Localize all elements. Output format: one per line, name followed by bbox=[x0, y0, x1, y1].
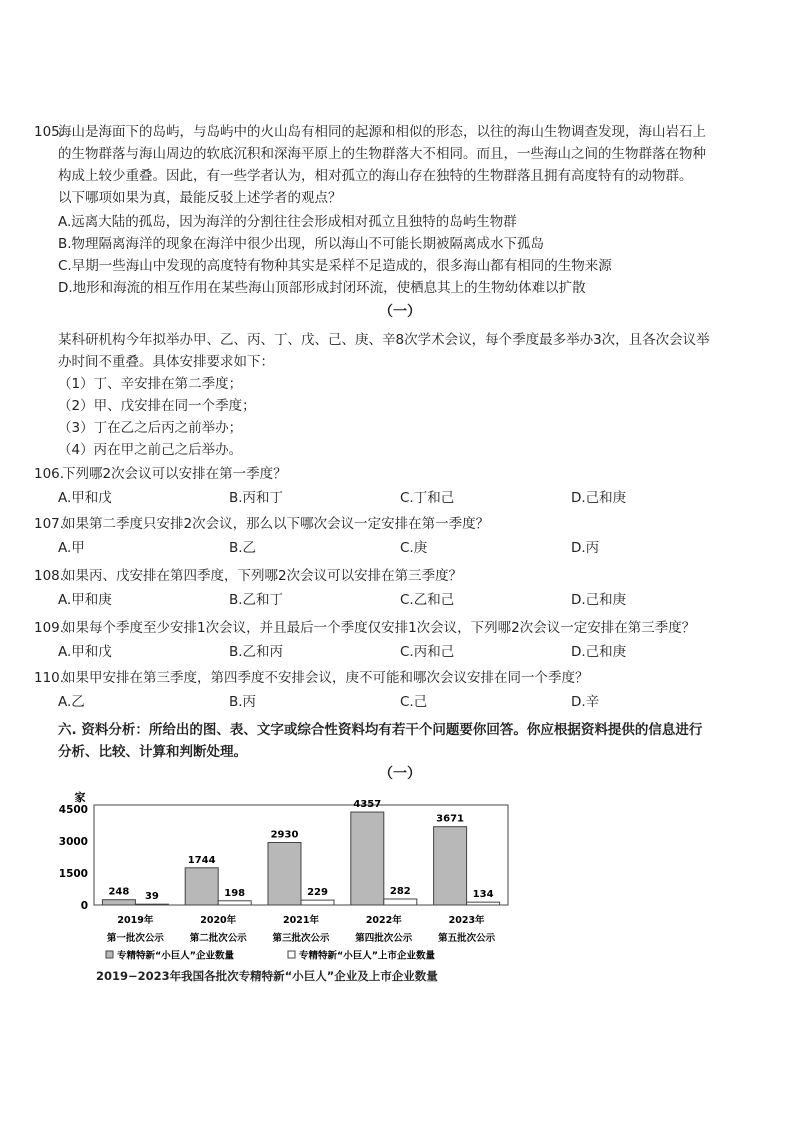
q109-options bbox=[58, 642, 758, 662]
q105-option-c: C.早期一些海山中发现的高度特有物种其实是采样不足造成的，很多海山都有相同的生物来源 bbox=[58, 258, 612, 274]
q110-number: 110. bbox=[34, 670, 65, 686]
q108-option-d: D.己和庚 bbox=[571, 592, 627, 608]
q105-line-4: 以下哪项如果为真，最能反驳上述学者的观点？ bbox=[58, 190, 342, 206]
q107-option-b: B.乙 bbox=[229, 540, 257, 556]
chart-legend bbox=[106, 950, 435, 962]
bar-value-label: 2930 bbox=[270, 829, 299, 841]
bar-value-label: 248 bbox=[108, 886, 130, 898]
passage-line-1: 某科研机构今年拟举办甲、乙、丙、丁、戊、己、庚、辛8次学术会议，每个季度最多举办3次，且各次会议举 bbox=[58, 332, 710, 348]
x-tick-label: 2022年 bbox=[365, 915, 402, 926]
x-sub-label: 第四批次公示 bbox=[355, 933, 413, 944]
bar bbox=[384, 899, 417, 905]
x-sub-label: 第三批次公示 bbox=[272, 933, 330, 944]
bar-value-label: 4357 bbox=[353, 799, 382, 811]
bar-value-label: 39 bbox=[144, 891, 159, 903]
chart-title: 2019−2023年我国各批次专精特新“小巨人”企业及上市企业数量 bbox=[96, 969, 438, 983]
legend-label: 专精特新“小巨人”企业数量 bbox=[117, 950, 234, 962]
legend-swatch bbox=[106, 951, 113, 958]
passage-rule-2: （2）甲、戊安排在同一个季度； bbox=[58, 398, 256, 414]
x-sub-label: 第一批次公示 bbox=[106, 933, 164, 944]
passage-rule-4: （4）丙在甲之前己之后举办。 bbox=[58, 442, 243, 458]
bar bbox=[434, 827, 467, 905]
q109-option-c: C.丙和己 bbox=[400, 644, 455, 660]
q108-options bbox=[58, 590, 758, 610]
bar bbox=[102, 900, 135, 905]
q109-option-a: A.甲和戊 bbox=[58, 644, 112, 660]
q110-option-c: C.己 bbox=[400, 694, 428, 710]
q105-line-3: 构成上较少重叠。因此，有一些学者认为，相对孤立的海山存在独特的生物群落且拥有高度特有的动物群。 bbox=[58, 168, 693, 184]
q108-option-b: B.乙和丁 bbox=[229, 592, 284, 608]
q107-option-d: D.丙 bbox=[571, 540, 600, 556]
q105-option-a: A.远离大陆的孤岛，因为海洋的分割往往会形成相对孤立且独特的岛屿生物群 bbox=[58, 214, 517, 230]
bar bbox=[301, 900, 334, 905]
q110-option-d: D.辛 bbox=[571, 694, 600, 710]
section-heading-2: （一） bbox=[379, 766, 421, 782]
bar-value-label: 282 bbox=[389, 885, 411, 897]
q105-line-1: 海山是海面下的岛屿，与岛屿中的火山岛有相同的起源和相似的形态，以往的海山生物调查发现，海山岩石上 bbox=[58, 124, 706, 140]
q110-options bbox=[58, 692, 758, 712]
bar bbox=[218, 901, 251, 905]
section-heading-1: （一） bbox=[379, 304, 421, 320]
q109-option-b: B.乙和丙 bbox=[229, 644, 284, 660]
bar-value-label: 3671 bbox=[436, 813, 465, 825]
q106-number: 106. bbox=[34, 466, 65, 482]
x-tick-label: 2021年 bbox=[283, 915, 319, 926]
bar-value-label: 134 bbox=[472, 889, 494, 901]
bar-value-label: 198 bbox=[224, 887, 246, 899]
q107-option-a: A.甲 bbox=[58, 540, 85, 556]
bar bbox=[351, 812, 384, 905]
section6-intro-line-1: 六. 资料分析：所给出的图、表、文字或综合性资料均有若干个问题要你回答。你应根据资料提供的信息进行 bbox=[58, 722, 703, 738]
q106-option-a: A.甲和戊 bbox=[58, 490, 112, 506]
y-tick-label: 0 bbox=[80, 900, 88, 912]
x-tick-label: 2019年 bbox=[117, 915, 154, 926]
q105-option-d: D.地形和海流的相互作用在某些海山顶部形成封闭环流，使栖息其上的生物幼体难以扩散 bbox=[58, 280, 586, 296]
bar-value-label: 229 bbox=[307, 887, 328, 899]
passage-rule-3: （3）丁在乙之后丙之前举办； bbox=[58, 420, 243, 436]
y-axis-unit-label: 家 bbox=[74, 791, 86, 804]
bar bbox=[467, 902, 500, 905]
x-sub-label: 第五批次公示 bbox=[438, 933, 496, 944]
passage-line-2: 办时间不重叠。具体安排要求如下： bbox=[58, 354, 274, 370]
q110-option-b: B.丙 bbox=[229, 694, 257, 710]
q107-text: 如果第二季度只安排2次会议，那么以下哪次会议一定安排在第一季度？ bbox=[62, 516, 490, 532]
q108-number: 108. bbox=[34, 568, 65, 584]
y-tick-label: 1500 bbox=[58, 868, 88, 880]
q106-text: 下列哪2次会议可以安排在第一季度？ bbox=[62, 466, 287, 482]
legend-label: 专精特新“小巨人”上市企业数量 bbox=[299, 950, 435, 962]
q106-option-d: D.己和庚 bbox=[571, 490, 627, 506]
q109-option-d: D.己和庚 bbox=[571, 644, 627, 660]
q106-options bbox=[58, 488, 758, 508]
q108-option-c: C.乙和己 bbox=[400, 592, 455, 608]
bar-value-label: 1744 bbox=[187, 854, 216, 866]
bar-chart-svg bbox=[56, 785, 526, 975]
q105-number: 105. bbox=[34, 124, 65, 140]
x-sub-label: 第二批次公示 bbox=[189, 933, 247, 944]
q107-options bbox=[58, 538, 758, 558]
y-tick-label: 3000 bbox=[58, 836, 88, 848]
bar-chart bbox=[56, 785, 526, 975]
bar bbox=[268, 842, 301, 905]
legend-swatch bbox=[288, 951, 295, 958]
y-tick-label: 4500 bbox=[58, 804, 88, 816]
q110-option-a: A.乙 bbox=[58, 694, 85, 710]
passage-rule-1: （1）丁、辛安排在第二季度； bbox=[58, 376, 243, 392]
q105-line-2: 的生物群落与海山周边的软底沉积和深海平原上的生物群落大不相同。而且，一些海山之间的生物群落在物种 bbox=[58, 146, 706, 162]
q108-text: 如果丙、戊安排在第四季度，下列哪2次会议可以安排在第三季度？ bbox=[62, 568, 463, 584]
y-tick-labels bbox=[59, 804, 88, 912]
q109-text: 如果每个季度至少安排1次会议，并且最后一个季度仅安排1次会议，下列哪2次会议一定安排在第三季度？ bbox=[62, 620, 696, 636]
q107-number: 107. bbox=[34, 516, 65, 532]
chart-bars bbox=[102, 812, 499, 905]
q110-text: 如果甲安排在第三季度，第四季度不安排会议，庚不可能和哪次会议安排在同一个季度？ bbox=[62, 670, 589, 686]
section6-intro-line-2: 分析、比较、计算和判断处理。 bbox=[58, 744, 247, 760]
x-tick-label: 2020年 bbox=[200, 915, 237, 926]
q107-option-c: C.庚 bbox=[400, 540, 428, 556]
bar bbox=[135, 904, 168, 905]
q106-option-b: B.丙和丁 bbox=[229, 490, 284, 506]
x-tick-label: 2023年 bbox=[448, 915, 485, 926]
q106-option-c: C.丁和己 bbox=[400, 490, 455, 506]
q109-number: 109. bbox=[34, 620, 65, 636]
x-tick-labels bbox=[107, 914, 496, 944]
q105-option-b: B.物理隔离海洋的现象在海洋中很少出现，所以海山不可能长期被隔离成水下孤岛 bbox=[58, 236, 545, 252]
bar bbox=[185, 868, 218, 905]
q108-option-a: A.甲和庚 bbox=[58, 592, 112, 608]
